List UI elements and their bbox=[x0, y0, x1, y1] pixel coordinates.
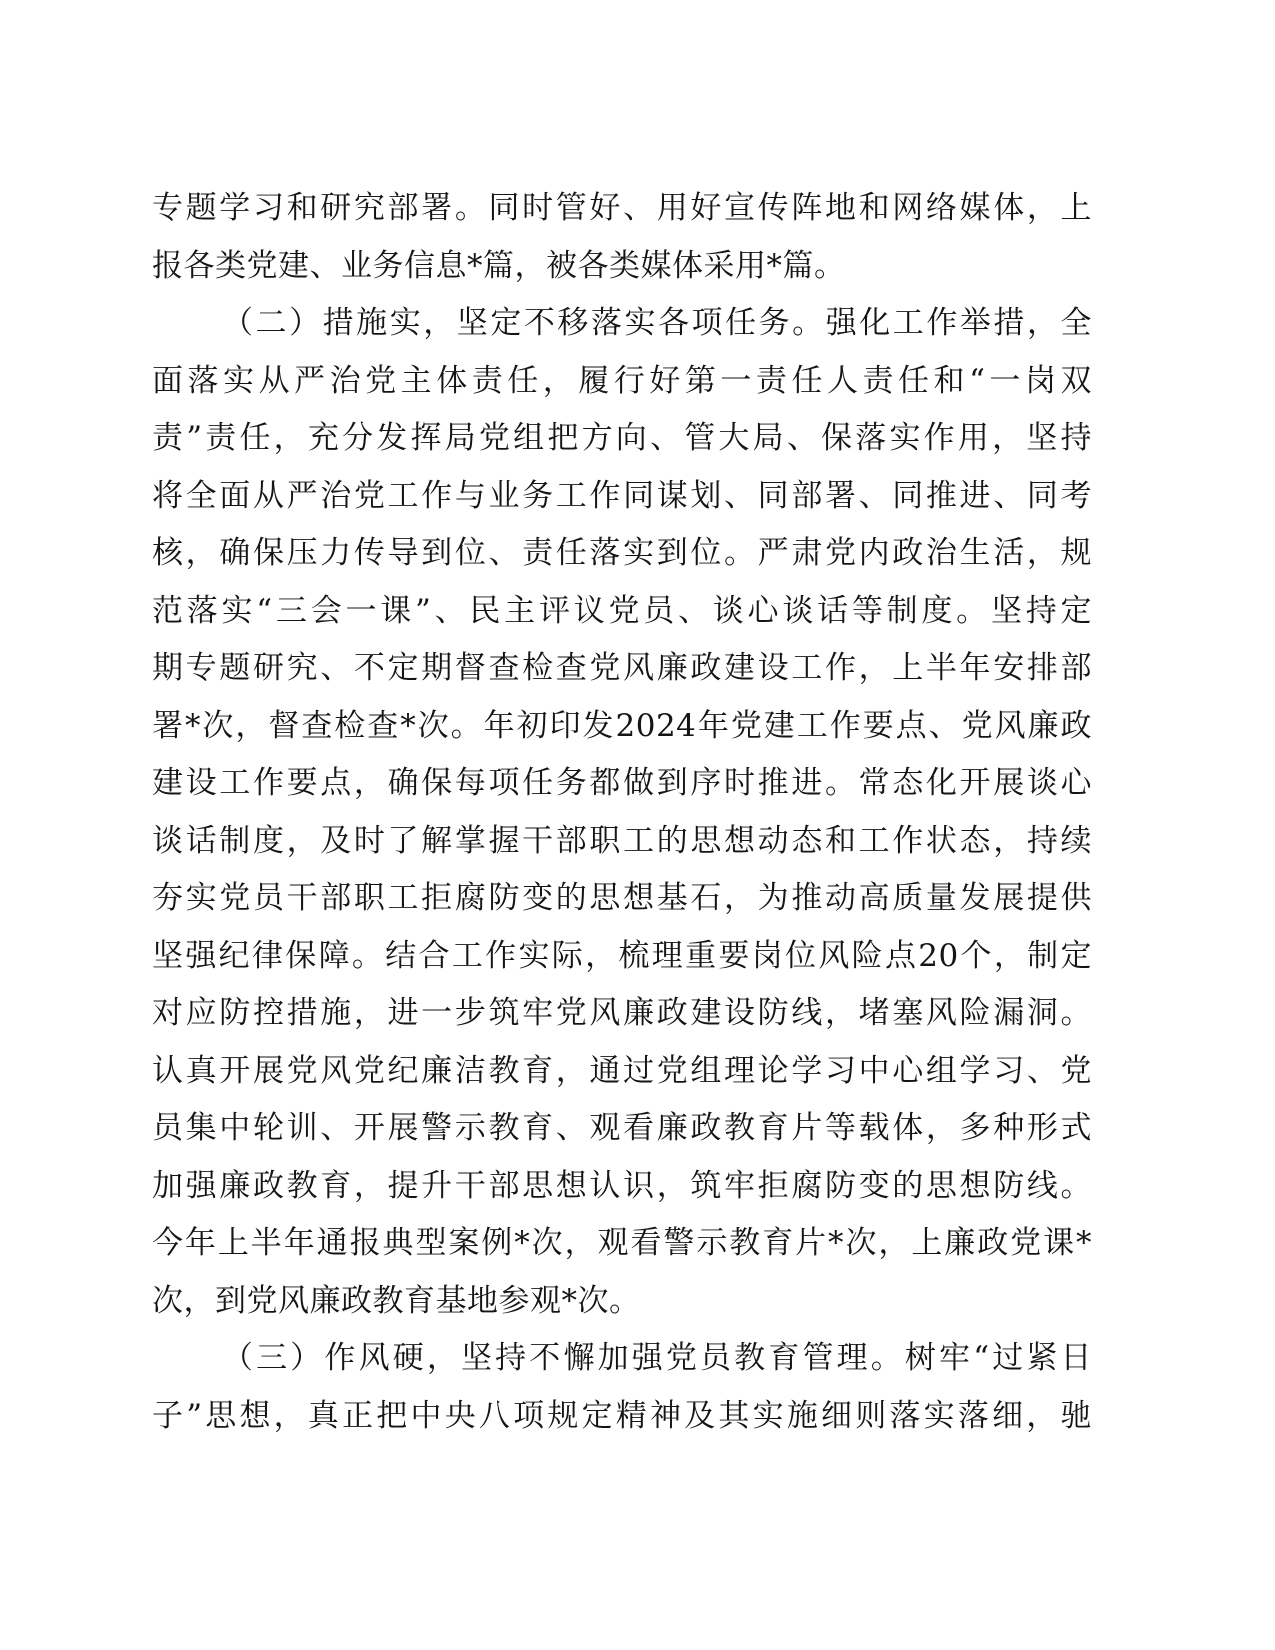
text-line: 报各类党建、业务信息*篇，被各类媒体采用*篇。 bbox=[152, 247, 846, 284]
text-line: 专题学习和研究部署。同时管好、用好宣传阵地和网络媒体，上 bbox=[152, 190, 1092, 226]
text-line: 夯实党员干部职工拒腐防变的思想基石，为推动高质量发展提供 bbox=[152, 880, 1092, 916]
text-line: 面落实从严治党主体责任，履行好第一责任人责任和“一岗双 bbox=[152, 362, 1092, 399]
text-line: 核，确保压力传导到位、责任落实到位。严肃党内政治生活，规 bbox=[152, 535, 1092, 571]
text-line: 加强廉政教育，提升干部思想认识，筑牢拒腐防变的思想防线。 bbox=[152, 1167, 1092, 1204]
text-line: 子”思想，真正把中央八项规定精神及其实施细则落实落细，驰 bbox=[152, 1397, 1092, 1434]
text-line: 坚强纪律保障。结合工作实际，梳理重要岗位风险点20个，制定 bbox=[152, 937, 1092, 974]
text-line: 次，到党风廉政教育基地参观*次。 bbox=[152, 1282, 641, 1319]
text-line: 认真开展党风党纪廉洁教育，通过党组理论学习中心组学习、党 bbox=[152, 1052, 1092, 1089]
text-line: 对应防控措施，进一步筑牢党风廉政建设防线，堵塞风险漏洞。 bbox=[152, 995, 1092, 1031]
text-line: 署*次，督查检查*次。年初印发2024年党建工作要点、党风廉政 bbox=[152, 707, 1092, 744]
text-line: 今年上半年通报典型案例*次，观看警示教育片*次，上廉政党课* bbox=[152, 1225, 1092, 1261]
text-line: 建设工作要点，确保每项任务都做到序时推进。常态化开展谈心 bbox=[152, 765, 1092, 801]
text-line: 范落实“三会一课”、民主评议党员、谈心谈话等制度。坚持定 bbox=[152, 592, 1092, 629]
text-line: 责”责任，充分发挥局党组把方向、管大局、保落实作用，坚持 bbox=[152, 420, 1092, 456]
section-heading-line: （三）作风硬，坚持不懈加强党员教育管理。树牢“过紧日 bbox=[222, 1340, 1092, 1376]
text-line: 将全面从严治党工作与业务工作同谋划、同部署、同推进、同考 bbox=[152, 477, 1092, 514]
text-line: 期专题研究、不定期督查检查党风廉政建设工作，上半年安排部 bbox=[152, 650, 1092, 686]
section-heading-line: （二）措施实，坚定不移落实各项任务。强化工作举措，全 bbox=[222, 305, 1092, 341]
document-body bbox=[152, 180, 1092, 1445]
text-line: 员集中轮训、开展警示教育、观看廉政教育片等载体，多种形式 bbox=[152, 1110, 1092, 1146]
text-line: 谈话制度，及时了解掌握干部职工的思想动态和工作状态，持续 bbox=[152, 822, 1092, 859]
